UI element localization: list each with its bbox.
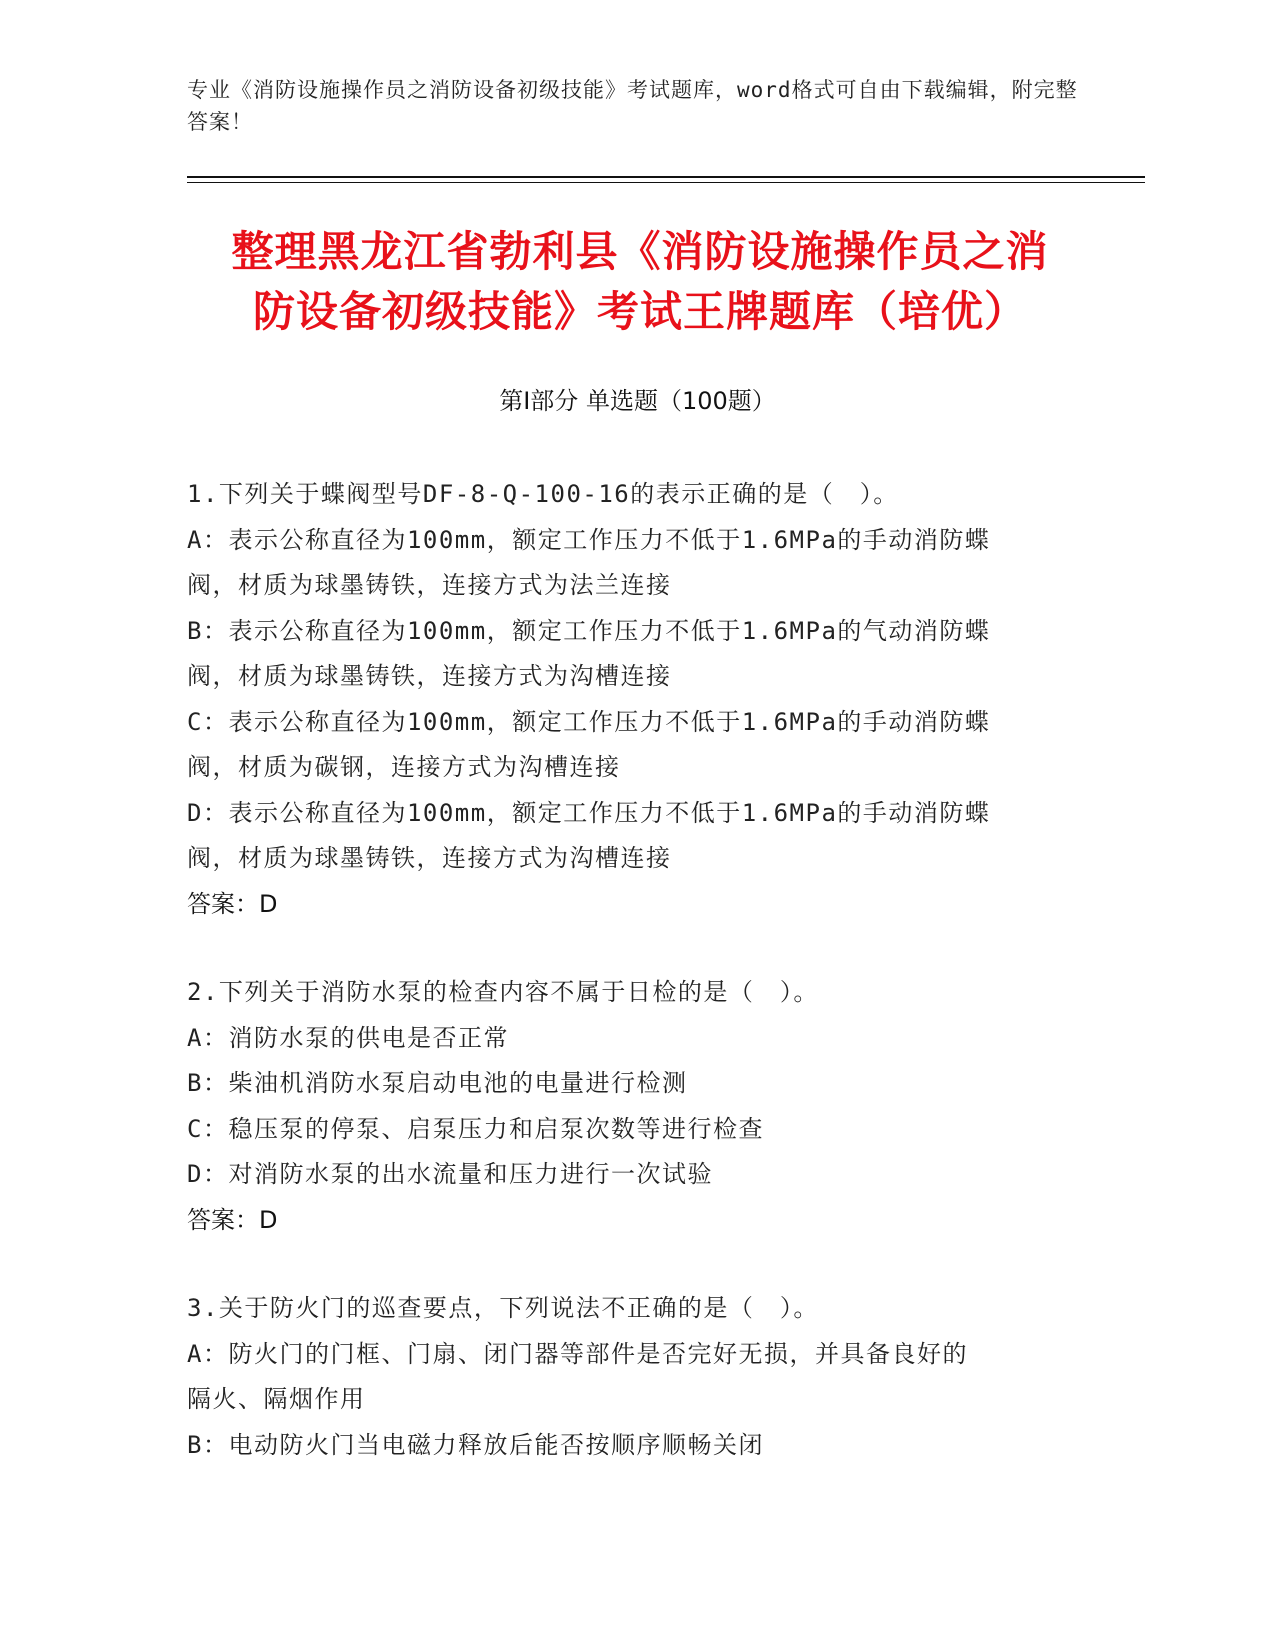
option-a-line-1: A：防火门的门框、门扇、闭门器等部件是否完好无损，并具备良好的 — [187, 1339, 968, 1368]
header-divider-thin — [187, 182, 1145, 183]
option-a-line-2: 隔火、隔烟作用 — [187, 1385, 366, 1413]
title-line-1: 整理黑龙江省勃利县《消防设施操作员之消 — [231, 227, 1049, 276]
answer-label: 答案：D — [187, 889, 278, 918]
section-heading: 第Ⅰ部分 单选题（100题） — [499, 387, 776, 415]
option-b: B：电动防火门当电磁力释放后能否按顺序顺畅关闭 — [187, 1430, 764, 1459]
option-a-line-1: A：表示公称直径为100mm，额定工作压力不低于1.6MPa的手动消防蝶 — [187, 525, 991, 554]
option-d-line-2: 阀，材质为球墨铸铁，连接方式为沟槽连接 — [187, 844, 672, 872]
answer-label: 答案：D — [187, 1205, 278, 1234]
option-c-line-1: C：表示公称直径为100mm，额定工作压力不低于1.6MPa的手动消防蝶 — [187, 707, 991, 736]
question-stem: 1.下列关于蝶阀型号DF-8-Q-100-16的表示正确的是（ ）。 — [187, 480, 899, 508]
document-header-note: 专业《消防设施操作员之消防设备初级技能》考试题库，word格式可自由下载编辑，附完整答案！ — [187, 78, 1078, 134]
option-a-line-2: 阀，材质为球墨铸铁，连接方式为法兰连接 — [187, 571, 672, 599]
option-c: C：稳压泵的停泵、启泵压力和启泵次数等进行检查 — [187, 1114, 764, 1143]
question-stem: 2.下列关于消防水泵的检查内容不属于日检的是（ ）。 — [187, 978, 819, 1006]
option-b-line-2: 阀，材质为球墨铸铁，连接方式为沟槽连接 — [187, 662, 672, 690]
title-line-2: 防设备初级技能》考试王牌题库（培优） — [252, 287, 1027, 336]
option-a: A：消防水泵的供电是否正常 — [187, 1023, 509, 1052]
question-3 — [187, 1286, 1087, 1468]
option-b: B：柴油机消防水泵启动电池的电量进行检测 — [187, 1069, 688, 1097]
question-1 — [187, 472, 1087, 927]
option-b-line-1: B：表示公称直径为100mm，额定工作压力不低于1.6MPa的气动消防蝶 — [187, 616, 991, 645]
question-2 — [187, 970, 1087, 1243]
question-stem: 3.关于防火门的巡查要点，下列说法不正确的是（ ）。 — [187, 1294, 819, 1322]
document-title — [190, 222, 1090, 342]
header-divider-thick — [187, 176, 1145, 178]
option-d: D：对消防水泵的出水流量和压力进行一次试验 — [187, 1160, 713, 1188]
question-list — [187, 472, 1087, 1511]
option-c-line-2: 阀，材质为碳钢，连接方式为沟槽连接 — [187, 753, 621, 781]
option-d-line-1: D：表示公称直径为100mm，额定工作压力不低于1.6MPa的手动消防蝶 — [187, 798, 991, 827]
